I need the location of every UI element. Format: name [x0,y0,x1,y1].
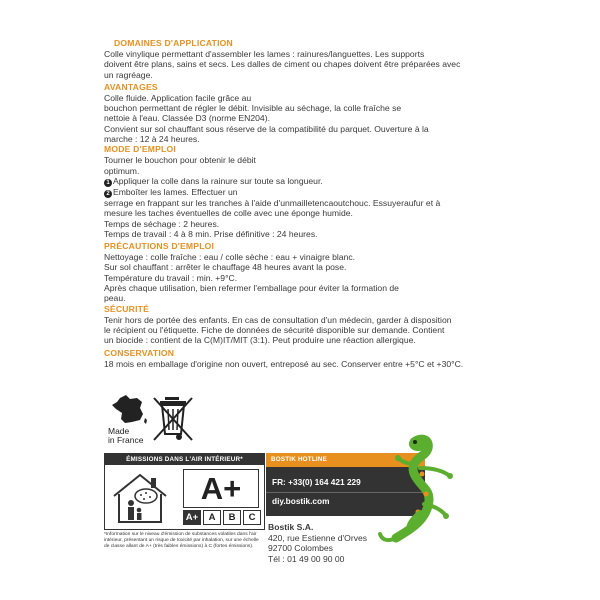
company-address [268,522,367,564]
section-conservation [104,348,504,369]
emission-scale [183,510,261,525]
emissions-title: ÉMISSIONS DANS L'AIR INTÉRIEUR* [105,454,264,465]
address-street: 420, rue Estienne d'Orves [268,532,368,543]
paragraph-line: Convient sur sol chauffant sous réserve de la compatibilité du parquet. Ouverture à la [104,123,429,134]
paragraph-line: Temps de séchage : 2 heures. [104,218,220,229]
paragraph-line: Colle fluide. Application facile grâce au [104,92,252,103]
step-number-1-icon: 1 [104,179,112,187]
product-document [104,38,504,369]
step-text: Appliquer la colle dans la rainure sur toute sa longueur. [113,175,323,186]
paragraph-line: le récipient ou l'étiquette. Fiche de données de sécurité disponible sur demande. Contient [104,324,445,335]
hotline-title: BOSTIK HOTLINE [266,453,425,467]
step-2 [104,187,504,198]
crossed-bin-icon [150,394,198,444]
paragraph-line: Temps de travail : 4 à 8 min. Prise définitive : 24 heures. [104,228,318,239]
paragraph-line: nettoie à l'eau. Classée D3 (norme EN204). [104,113,270,124]
section-title: PRÉCAUTIONS D'EMPLOI [104,241,215,252]
scale-cell: B [223,510,241,525]
paragraph-line: optimum. [104,165,140,176]
paragraph-line: 18 mois en emballage d'origine non ouvert, entreposé au sec. Conserver entre +5°C et +30°C. [104,358,464,369]
section-domaines [104,38,504,80]
scale-cell: C [243,510,261,525]
section-securite [104,304,504,346]
hotline-phone: FR: +33(0) 164 421 229 [272,477,361,487]
section-precautions [104,241,504,303]
step-1 [104,176,504,187]
section-title: AVANTAGES [104,81,158,92]
scale-cell: A+ [183,510,201,525]
paragraph-line: Nettoyage : colle fraîche : eau / colle sèche : eau + vinaigre blanc. [104,252,356,263]
address-phone: Tél : 01 49 00 90 00 [268,553,345,564]
paragraph-line: Colle vinylique permettant d'assembler les lames : rainures/languettes. Les supports [104,49,425,59]
paragraph-line: serrage en frappant sur les tranches à l'aide d'unmailletencaoutchouc. Essuyeraufur et à [104,197,441,208]
emissions-footnote: *Information sur le niveau d'émission de substances volatiles dans l'air intérieur, présentant un risque de toxicité par inhalation, sur une échelle de classe allant de A+ (très faibles émissions) à C (fortes émissions). [104,532,259,550]
paragraph-line: Tourner le bouchon pour obtenir le débit [104,155,256,166]
paragraph-line: un biocide : contient de la C(M)IT/MIT (3:1). Peut produire une réaction allergique. [104,335,416,346]
gecko-logo-icon [378,434,504,546]
paragraph-line: un ragréage. [104,69,153,80]
paragraph-line: marche : 12 à 24 heures. [104,134,200,145]
paragraph-line: Sur sol chauffant : arrêter le chauffage 48 heures avant la pose. [104,262,347,273]
paragraph-line: doivent être plans, sains et secs. Les dalles de ciment ou chapes doivent être préparées avec [104,59,461,70]
company-name: Bostik S.A. [268,522,314,532]
section-title: DOMAINES D'APPLICATION [114,38,233,48]
emission-grade: A+ [200,471,242,506]
step-text: Emboîter les lames. Effectuer un [113,186,238,197]
step-number-2-icon: 2 [104,190,112,198]
paragraph-line: bouchon permettant de régler le débit. Invisible au séchage, la colle fraîche se [104,103,402,114]
section-avantages [104,82,504,144]
section-title: SÉCURITÉ [104,303,150,314]
section-title: CONSERVATION [104,347,175,358]
in-france-label: in France [108,435,144,445]
paragraph-line: mesure les taches éventuelles de colle avec une éponge humide. [104,208,353,219]
address-city: 92700 Colombes [268,543,333,554]
hotline-url: diy.bostik.com [272,496,330,506]
emission-grade-box [183,469,259,508]
house-icon [111,472,169,524]
section-title: MODE D'EMPLOI [104,144,176,155]
section-mode-emploi [104,144,504,239]
paragraph-line: peau. [104,293,126,304]
paragraph-line: Tenir hors de portée des enfants. En cas de consultation d'un médecin, garder à disposition [104,314,452,325]
paragraph-line: Après chaque utilisation, bien refermer l'emballage pour éviter la formation de [104,283,399,294]
emissions-label [104,453,265,530]
scale-cell: A [203,510,221,525]
paragraph-line: Température du travail : min. +9°C. [104,272,238,283]
made-label: Made [108,426,130,436]
